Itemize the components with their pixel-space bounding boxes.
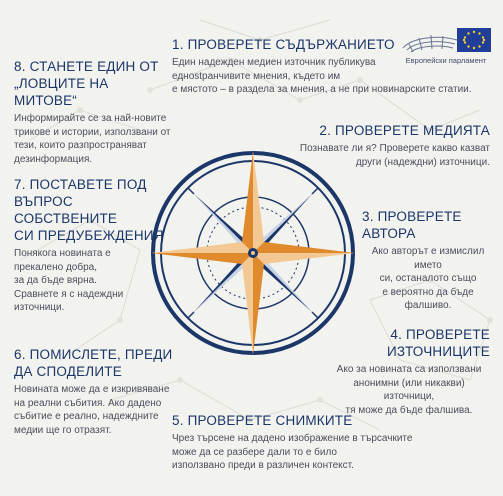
tip-5-title: 5. ПРОВЕРЕТЕ СНИМКИТЕ (172, 413, 353, 428)
organization-name: Европейски парламент (405, 56, 487, 65)
tip-2-check-media (290, 122, 490, 169)
tip-8-text: Информирайте се за най-новите трикове и истории, използвани от тези, които разпространяват дезинформация. (14, 113, 171, 165)
tip-4-check-sources (328, 326, 490, 417)
tip-3-check-author (362, 208, 494, 313)
tip-6-text: Новината може да е изкривяване на реални събития. Ако дадено събитие е реално, надеждните медии ще го отразят. (14, 384, 170, 436)
tip-6-think-before-sharing (14, 346, 184, 437)
tip-1-text: Един надежден медиен източник публикува еднostранчивите мнения, където им е мястото – в раздела за мнения, а не при новинарските статии. (172, 57, 472, 96)
tip-1-title: 1. ПРОВЕРЕТЕ СЪДЪРЖАНИЕТО (172, 37, 395, 52)
tip-2-text: Познавате ли я? Проверете какво казват други (надеждни) източници. (299, 143, 490, 168)
tip-6-title: 6. ПОМИСЛЕТЕ, ПРЕДИ ДА СПОДЕЛИТЕ (14, 347, 173, 379)
tip-7-text: Понякога новината е прекалено добра, за да бъде вярна. Сравнете я с надеждни източници. (14, 248, 124, 314)
tip-5-check-images (172, 412, 462, 473)
tip-7-title: 7. ПОСТАВЕТЕ ПОД ВЪПРОС СОБСТВЕНИТЕ СИ ПРЕДУБЕЖДЕНИЯ (14, 177, 164, 243)
tip-3-text: Ако авторът е измислил името си, останалото също е вероятно да бъде фалшиво. (371, 246, 485, 312)
tip-4-title: 4. ПРОВЕРЕТЕ ИЗТОЧНИЦИТЕ (387, 327, 490, 359)
tip-8-become-myth-buster (14, 58, 174, 166)
tip-1-check-content (172, 36, 494, 97)
compass-illustration (150, 150, 356, 356)
tip-4-text: Ако за новината са използвани анонимни (или никакви) източници, тя може да бъде фалшива. (336, 364, 482, 416)
tip-7-question-biases (14, 176, 164, 315)
tip-3-title: 3. ПРОВЕРЕТЕ АВТОРА (362, 209, 462, 241)
tip-8-title: 8. СТАНЕТЕ ЕДИН ОТ „ЛОВЦИТЕ НА МИТОВЕ“ (14, 59, 159, 108)
tip-2-title: 2. ПРОВЕРЕТЕ МЕДИЯТА (319, 123, 490, 138)
tip-5-text: Чрез търсене на дадено изображение в търсачките може да се разбере дали то е било използвано преди в различен контекст. (172, 433, 413, 472)
